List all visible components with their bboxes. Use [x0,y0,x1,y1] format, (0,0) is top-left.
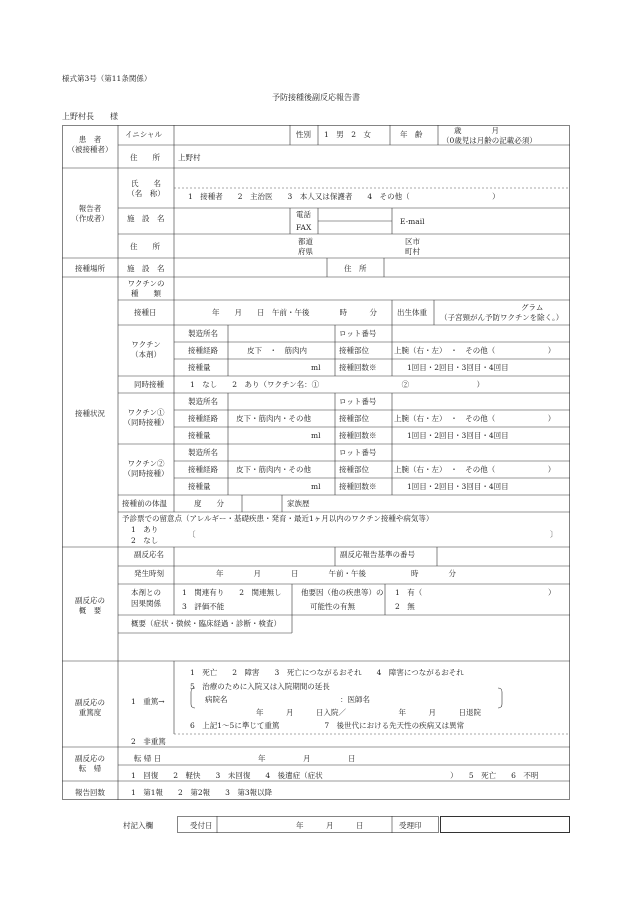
fax-label: FAX [296,223,312,232]
other-cause-sublabel: 可能性の有無 [310,602,355,611]
temperature-label: 接種前の体温 [122,499,167,508]
vaccination-section-label: 接種状況 [75,409,105,418]
severity-section-label: 副反応の [75,698,105,707]
other-cause-no[interactable]: 2 無 [395,602,415,611]
vaccine-type-sublabel: 種 類 [131,289,161,298]
main-site-label: 接種部位 [339,346,369,355]
place-section-label: 接種場所 [75,264,105,273]
vaccine2-dose-unit[interactable]: ml [311,482,321,491]
reaction-summary-label: 概要（症状・徴候・臨床経過・診断・検査） [131,619,281,628]
vaccine2-label: ワクチン② [127,459,165,468]
vaccine1-manufacturer-label: 製造所名 [188,397,218,406]
received-date-value[interactable]: 年 月 日 [296,821,364,830]
prescreen-notes-label: 予診票での留意点（アレルギー・基礎疾患・発育・最近1ヶ月以内のワクチン接種や病気等） [122,514,434,523]
reaction-section-sublabel: 概 要 [78,606,102,615]
onset-value[interactable]: 年 月 日 午前・午後 時 分 [216,569,456,578]
reporter-section-sublabel: （作成者） [71,214,109,223]
admission-dates[interactable]: 年 月 日入院／ 年 月 日退院 [256,708,481,717]
family-history-label: 家族歴 [287,499,310,508]
other-cause-close-paren: ） [548,588,556,597]
vaccine1-label: ワクチン① [127,408,165,417]
seal-label: 受理印 [399,821,422,830]
outcome-options[interactable]: 1 回復 2 軽快 3 未回復 4 後遺症（症状 ） 5 死亡 6 不明 [131,771,539,780]
doctor-label: ：医師名 [340,695,370,704]
reporter-facility-label: 施 設 名 [127,214,165,223]
main-lot-label: ロット番号 [339,329,377,338]
vaccine2-route-label: 接種経路 [188,465,218,474]
vaccine1-count-value[interactable]: 1回目・2回目・3回目・4回目 [407,431,509,440]
age-note: （0歳児は月齢の記載必須） [442,136,537,145]
serious-label[interactable]: 1 重篤→ [131,697,165,706]
report-count-options[interactable]: 1 第1報 2 第2報 3 第3報以降 [131,788,273,797]
birth-weight-label: 出生体重 [397,308,427,317]
municipality-sublabel: 町村 [405,247,420,256]
other-cause-label: 他要因（他の疾患等）の [301,588,384,597]
prescreen-bracket-open-icon: 〔 [188,530,196,539]
outcome-date-value[interactable]: 年 月 日 [258,754,356,763]
temperature-value[interactable]: 度 分 [194,499,224,508]
causal-label: 本剤との [131,588,161,597]
vaccine2-manufacturer-label: 製造所名 [188,448,218,457]
sex-options[interactable]: 1 男 2 女 [324,130,372,139]
reaction-name-label: 副反応名 [134,550,164,559]
municipality-label: 区市 [405,237,420,246]
causal-options-1[interactable]: 1 関連有り 2 関連無し [182,588,282,597]
email-label: E-mail [400,217,425,226]
vaccine2-lot-label: ロット番号 [339,448,377,457]
received-date-label: 受付日 [190,821,213,830]
reporter-name-label: 氏 名 [131,179,161,188]
vaccine1-route-label: 接種経路 [188,414,218,423]
severity-line-2[interactable]: 5 治療のために入院又は入院期間の延長 [190,682,330,691]
vaccine1-count-label: 接種回数※ [339,431,377,440]
patient-section-label: 患 者 [78,135,102,144]
reaction-section-label: 副反応の [75,596,105,605]
hospital-label: 病院名 [205,695,228,704]
initials-label: イニシャル [125,130,163,139]
vaccine2-site-label: 接種部位 [339,465,369,474]
sex-label: 性別 [296,130,311,139]
phone-label: 電話 [296,210,311,219]
vaccine-type-label: ワクチンの [127,279,165,288]
main-vaccine-label: ワクチン [131,340,161,349]
reporter-name-input[interactable] [174,168,570,187]
vaccine2-count-value[interactable]: 1回目・2回目・3回目・4回目 [407,482,509,491]
place-facility-label: 施 設 名 [127,264,165,273]
prescreen-notes-no[interactable]: 2 なし [131,536,159,545]
vaccine2-count-label: 接種回数※ [339,482,377,491]
form-number: 様式第3号（第11条関係） [62,74,152,83]
causal-options-2[interactable]: 3 評価不能 [182,602,225,611]
vaccine2-site-value[interactable]: 上腕（右・左） ・ その他（ ） [394,465,556,474]
prefecture-label: 都道 [298,237,313,246]
vaccine2-route-value[interactable]: 皮下・筋肉内・その他 [236,465,311,474]
prescreen-notes-yes[interactable]: 1 あり [131,525,159,534]
vaccination-date-value[interactable]: 年 月 日 午前・午後 時 分 [212,308,377,317]
reporter-type-options[interactable]: 1 接種者 2 主治医 3 本人又は保護者 4 その他（ ） [188,192,500,201]
prefecture-sublabel: 府県 [298,247,313,256]
main-dose-label: 接種量 [188,363,211,372]
birth-weight-note: （子宮頸がん予防ワクチンを除く。） [440,313,564,322]
vaccine2-dose-label: 接種量 [188,482,211,491]
vaccination-date-label: 接種日 [134,308,157,317]
age-units[interactable]: 歳 月 [454,126,499,135]
main-site-value[interactable]: 上腕（右・左） ・ その他（ ） [394,346,556,355]
prescreen-bracket-close-icon: 〕 [550,530,558,539]
vaccine1-site-value[interactable]: 上腕（右・左） ・ その他（ ） [394,414,556,423]
concurrent-label: 同時接種 [134,380,164,389]
onset-label: 発生時刻 [134,569,164,578]
vaccine1-dose-unit[interactable]: ml [311,431,321,440]
reporter-section-label: 報告者 [78,204,102,213]
patient-section-sublabel: （被接種者） [67,145,113,154]
main-vaccine-sublabel: （本剤） [131,350,161,359]
seal-box[interactable] [440,816,570,833]
main-dose-unit[interactable]: ml [311,363,321,372]
main-manufacturer-label: 製造所名 [188,329,218,338]
vaccine1-sublabel: （同時接種） [123,418,169,427]
other-cause-yes[interactable]: 1 有（ [395,588,423,597]
main-route-value[interactable]: 皮下 ・ 筋肉内 [247,346,307,355]
outcome-date-label: 転 帰 日 [134,754,162,763]
severity-line-3[interactable]: 6 上記1～5に準じて重篤 7 後世代における先天性の疾病又は異常 [190,721,465,730]
initials-input[interactable] [214,125,290,145]
birth-weight-unit[interactable]: グラム [521,303,544,312]
village-record-label: 村記入欄 [123,821,153,830]
vaccine1-dose-label: 接種量 [188,431,211,440]
main-route-label: 接種経路 [188,346,218,355]
vaccine1-lot-label: ロット番号 [339,397,377,406]
report-count-label: 報告回数 [75,788,105,797]
concurrent-value[interactable]: 1 なし 2 あり（ワクチン名：① ② ） [190,380,485,389]
non-serious-option[interactable]: 2 非重篤 [131,737,166,746]
patient-address-value[interactable]: 上野村 [178,153,201,162]
vaccine1-route-value[interactable]: 皮下・筋肉内・その他 [236,414,311,423]
reporter-name-sublabel: （名 称） [127,189,165,198]
main-count-value[interactable]: 1回目・2回目・3回目・4回目 [407,363,509,372]
addressee: 上野村長 様 [62,112,118,121]
causal-sublabel: 因果関係 [131,599,161,608]
severity-section-sublabel: 重篤度 [78,708,102,717]
reaction-criteria-label: 副反応報告基準の番号 [340,550,415,559]
age-label: 年 齢 [400,130,423,139]
vaccine1-site-label: 接種部位 [339,414,369,423]
patient-address-label: 住 所 [130,153,160,162]
reporter-address-label: 住 所 [130,242,160,251]
main-count-label: 接種回数※ [339,363,377,372]
severity-line-1[interactable]: 1 死亡 2 障害 3 死亡につながるおそれ 4 障害につながるおそれ [190,668,464,677]
outcome-section-sublabel: 転 帰 [78,764,102,773]
place-address-label: 住 所 [344,264,367,273]
vaccine2-sublabel: （同時接種） [123,469,169,478]
page-title: 予防接種後副反応報告書 [272,93,360,102]
outcome-section-label: 副反応の [75,754,105,763]
